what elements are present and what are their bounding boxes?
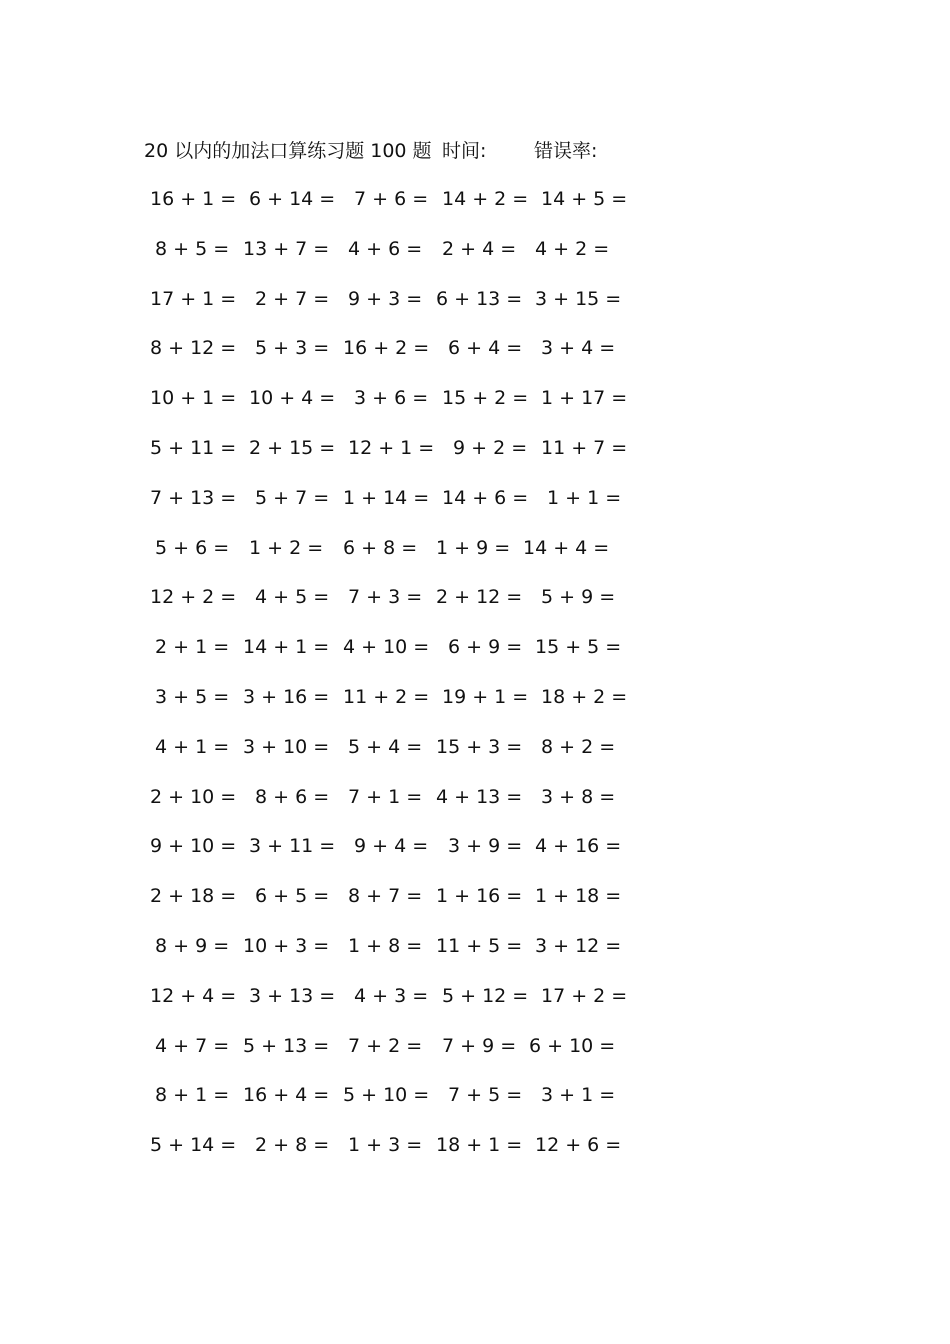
time-label: 时间: xyxy=(442,140,487,162)
problem-cell: 3 + 5 = xyxy=(155,685,230,708)
problem-cell: 8 + 6 = xyxy=(255,785,330,808)
problem-cell: 3 + 11 = xyxy=(249,835,336,858)
error-rate-label: 错误率: xyxy=(534,140,598,162)
problem-row xyxy=(137,1127,637,1177)
problem-cell: 18 + 1 = xyxy=(436,1134,523,1157)
problem-cell: 5 + 9 = xyxy=(541,586,616,609)
problem-cell: 5 + 12 = xyxy=(442,984,529,1007)
problem-cell: 5 + 4 = xyxy=(348,735,423,758)
problem-cell: 3 + 1 = xyxy=(541,1084,616,1107)
problem-row xyxy=(137,779,637,829)
problem-cell: 12 + 4 = xyxy=(150,984,237,1007)
problem-cell: 15 + 2 = xyxy=(442,387,529,410)
problem-cell: 3 + 10 = xyxy=(243,735,330,758)
problem-cell: 1 + 2 = xyxy=(249,536,324,559)
problem-row xyxy=(137,380,637,430)
problem-cell: 1 + 18 = xyxy=(535,885,622,908)
problem-row xyxy=(137,978,637,1028)
problem-cell: 3 + 13 = xyxy=(249,984,336,1007)
problem-cell: 9 + 4 = xyxy=(354,835,429,858)
problem-cell: 1 + 1 = xyxy=(547,486,622,509)
problem-cell: 1 + 14 = xyxy=(343,486,430,509)
problem-cell: 17 + 2 = xyxy=(541,984,628,1007)
problem-cell: 2 + 4 = xyxy=(442,237,517,260)
problem-cell: 14 + 4 = xyxy=(523,536,610,559)
problem-cell: 4 + 6 = xyxy=(348,237,423,260)
problem-cell: 10 + 3 = xyxy=(243,934,330,957)
problem-cell: 9 + 2 = xyxy=(453,436,528,459)
problem-cell: 6 + 14 = xyxy=(249,188,336,210)
problem-cell: 1 + 9 = xyxy=(436,536,511,559)
problem-cell: 17 + 1 = xyxy=(150,287,237,310)
problem-cell: 11 + 5 = xyxy=(436,934,523,957)
problem-row xyxy=(137,430,637,480)
problem-row xyxy=(137,579,637,629)
problem-row xyxy=(137,181,637,231)
problem-cell: 3 + 8 = xyxy=(541,785,616,808)
problem-cell: 5 + 10 = xyxy=(343,1084,430,1107)
problem-cell: 3 + 12 = xyxy=(535,934,622,957)
problem-cell: 14 + 6 = xyxy=(442,486,529,509)
problem-row xyxy=(137,530,637,580)
problem-cell: 10 + 4 = xyxy=(249,387,336,410)
problem-cell: 7 + 6 = xyxy=(354,188,429,210)
problem-cell: 8 + 1 = xyxy=(155,1084,230,1107)
problem-cell: 5 + 11 = xyxy=(150,436,237,459)
problem-cell: 7 + 1 = xyxy=(348,785,423,808)
problem-cell: 12 + 1 = xyxy=(348,436,435,459)
problem-row xyxy=(137,330,637,380)
problem-cell: 19 + 1 = xyxy=(442,685,529,708)
problem-cell: 4 + 2 = xyxy=(535,237,610,260)
problem-row xyxy=(137,1028,637,1078)
problem-cell: 3 + 9 = xyxy=(448,835,523,858)
problem-cell: 5 + 13 = xyxy=(243,1034,330,1057)
problem-cell: 12 + 6 = xyxy=(535,1134,622,1157)
problem-cell: 9 + 10 = xyxy=(150,835,237,858)
problem-cell: 6 + 8 = xyxy=(343,536,418,559)
problem-cell: 7 + 13 = xyxy=(150,486,237,509)
problem-cell: 14 + 5 = xyxy=(541,188,628,210)
problem-cell: 4 + 10 = xyxy=(343,636,430,659)
problem-cell: 8 + 2 = xyxy=(541,735,616,758)
worksheet-title: 20 以内的加法口算练习题 100 题 xyxy=(144,140,432,162)
problem-row xyxy=(137,629,637,679)
problem-cell: 2 + 7 = xyxy=(255,287,330,310)
problem-cell: 8 + 12 = xyxy=(150,337,237,360)
problem-cell: 2 + 12 = xyxy=(436,586,523,609)
problem-cell: 4 + 5 = xyxy=(255,586,330,609)
problem-cell: 1 + 8 = xyxy=(348,934,423,957)
problem-cell: 11 + 2 = xyxy=(343,685,430,708)
problem-cell: 1 + 17 = xyxy=(541,387,628,410)
problem-cell: 1 + 16 = xyxy=(436,885,523,908)
problem-cell: 6 + 10 = xyxy=(529,1034,616,1057)
problem-cell: 13 + 7 = xyxy=(243,237,330,260)
problem-cell: 6 + 13 = xyxy=(436,287,523,310)
problem-cell: 6 + 4 = xyxy=(448,337,523,360)
problem-cell: 7 + 3 = xyxy=(348,586,423,609)
problem-row xyxy=(137,828,637,878)
problem-cell: 11 + 7 = xyxy=(541,436,628,459)
problem-cell: 6 + 5 = xyxy=(255,885,330,908)
problem-cell: 2 + 1 = xyxy=(155,636,230,659)
problem-row xyxy=(137,729,637,779)
problem-cell: 8 + 5 = xyxy=(155,237,230,260)
problem-cell: 5 + 7 = xyxy=(255,486,330,509)
problem-cell: 2 + 18 = xyxy=(150,885,237,908)
problem-cell: 1 + 3 = xyxy=(348,1134,423,1157)
problem-cell: 8 + 9 = xyxy=(155,934,230,957)
problem-cell: 2 + 10 = xyxy=(150,785,237,808)
problem-cell: 14 + 2 = xyxy=(442,188,529,210)
problem-cell: 4 + 13 = xyxy=(436,785,523,808)
problem-cell: 18 + 2 = xyxy=(541,685,628,708)
problem-cell: 10 + 1 = xyxy=(150,387,237,410)
problem-cell: 15 + 3 = xyxy=(436,735,523,758)
problem-cell: 5 + 6 = xyxy=(155,536,230,559)
problem-cell: 8 + 7 = xyxy=(348,885,423,908)
problem-row xyxy=(137,928,637,978)
problem-cell: 3 + 16 = xyxy=(243,685,330,708)
problem-cell: 7 + 2 = xyxy=(348,1034,423,1057)
problem-cell: 3 + 4 = xyxy=(541,337,616,360)
problem-cell: 3 + 6 = xyxy=(354,387,429,410)
problem-row xyxy=(137,1077,637,1127)
problem-cell: 5 + 3 = xyxy=(255,337,330,360)
worksheet-header xyxy=(144,136,597,166)
problem-cell: 4 + 16 = xyxy=(535,835,622,858)
problem-row xyxy=(137,480,637,530)
problem-cell: 14 + 1 = xyxy=(243,636,330,659)
problem-cell: 5 + 14 = xyxy=(150,1134,237,1157)
problem-row xyxy=(137,231,637,281)
problem-cell: 12 + 2 = xyxy=(150,586,237,609)
problem-cell: 7 + 9 = xyxy=(442,1034,517,1057)
problem-cell: 6 + 9 = xyxy=(448,636,523,659)
problem-cell: 9 + 3 = xyxy=(348,287,423,310)
problem-cell: 2 + 15 = xyxy=(249,436,336,459)
problem-cell: 15 + 5 = xyxy=(535,636,622,659)
problem-cell: 16 + 4 = xyxy=(243,1084,330,1107)
problem-row xyxy=(137,878,637,928)
problem-row xyxy=(137,679,637,729)
problem-cell: 4 + 7 = xyxy=(155,1034,230,1057)
problem-row xyxy=(137,281,637,331)
problem-cell: 7 + 5 = xyxy=(448,1084,523,1107)
problem-cell: 4 + 1 = xyxy=(155,735,230,758)
problem-cell: 2 + 8 = xyxy=(255,1134,330,1157)
problem-cell: 16 + 1 = xyxy=(150,188,237,210)
problem-cell: 16 + 2 = xyxy=(343,337,430,360)
problem-grid xyxy=(137,181,637,1177)
problem-cell: 4 + 3 = xyxy=(354,984,429,1007)
problem-cell: 3 + 15 = xyxy=(535,287,622,310)
